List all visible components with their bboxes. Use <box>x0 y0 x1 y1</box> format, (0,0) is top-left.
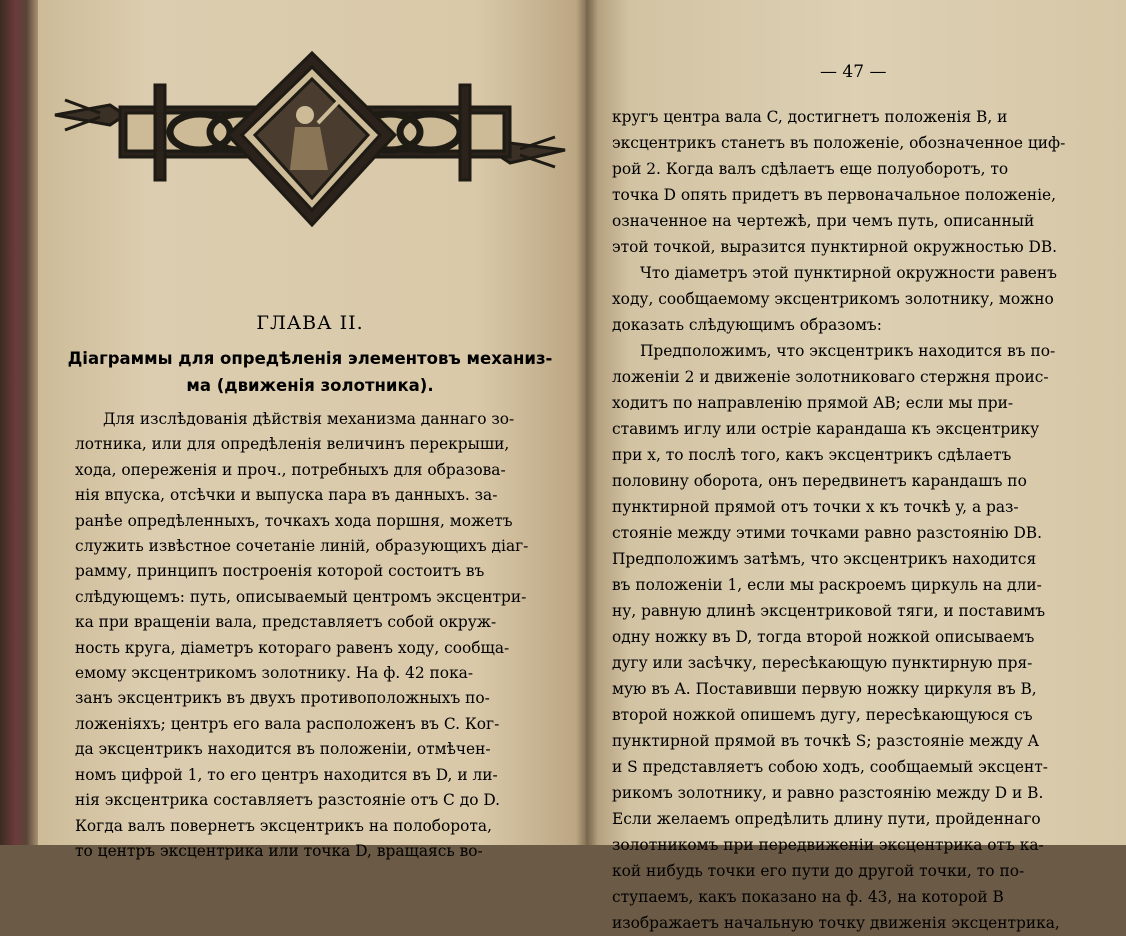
text-line: емому эксцентрикомъ золотнику. На ф. 42 пока- <box>75 664 474 683</box>
text-line: Предположимъ затѣмъ, что эксцентрикъ находится <box>612 550 1037 568</box>
text-line: ложеніяхъ; центръ его вала расположенъ въ C. Ког- <box>75 714 500 733</box>
headpiece-ornament-icon <box>50 45 570 235</box>
text-line: пунктирной прямой въ точкѣ S; разстояніе между A <box>612 732 1039 750</box>
text-line: половину оборота, онъ передвинетъ карандашъ по <box>612 472 1027 490</box>
text-line: означенное на чертежѣ, при чемъ путь, описанный <box>612 212 1035 230</box>
text-line: служить извѣстное сочетаніе линій, образующихъ діаг- <box>75 537 529 556</box>
text-line: ранѣе опредѣленныхъ, точкахъ хода поршня, можетъ <box>75 511 513 530</box>
text-line: изображаетъ начальную точку движенія эксцентрика, <box>612 914 1060 932</box>
text-line: нія впуска, отсѣчки и выпуска пара въ данныхъ. за- <box>75 486 498 505</box>
text-line: при x, то послѣ того, какъ эксцентрикъ сдѣлаетъ <box>612 446 1012 464</box>
text-line: доказать слѣдующимъ образомъ: <box>612 316 882 334</box>
text-line: ходу, сообщаемому эксцентрикомъ золотнику, можно <box>612 290 1054 308</box>
subtitle-line: ма (движенія золотника). <box>186 376 434 395</box>
right-page-text <box>612 104 1066 936</box>
text-line: нія эксцентрика составляетъ разстояніе отъ C до D. <box>75 791 501 810</box>
text-line: золотникомъ при передвиженіи эксцентрика отъ ка- <box>612 836 1044 854</box>
text-line: рой 2. Когда валъ сдѣлаетъ еще полуоборотъ, то <box>612 160 1009 178</box>
text-line: Если желаемъ опредѣлить длину пути, пройденнаго <box>612 810 1041 828</box>
chapter-title: ГЛАВА II. <box>256 312 364 334</box>
subtitle-line: Діаграммы для опредѣленія элементовъ механиз- <box>67 349 553 368</box>
text-line: ставимъ иглу или остріе карандаша къ эксцентрику <box>612 420 1040 438</box>
text-line: Что діаметръ этой пунктирной окружности равенъ <box>640 264 1057 282</box>
text-line: слѣдующемъ: путь, описываемый центромъ эксцентри- <box>75 587 527 606</box>
text-line: лотника, или для опредѣленія величинъ перекрыши, <box>75 435 510 454</box>
text-line: Предположимъ, что эксцентрикъ находится въ по- <box>640 342 1056 360</box>
text-line: дугу или засѣчку, пересѣкающую пунктирную пря- <box>612 654 1033 672</box>
text-line: пунктирной прямой отъ точки x къ точкѣ y, а раз- <box>612 498 1019 516</box>
text-line: въ положеніи 1, если мы раскроемъ циркуль на дли- <box>612 576 1042 594</box>
text-line: да эксцентрикъ находится въ положеніи, отмѣчен- <box>75 740 491 759</box>
text-line: ступаемъ, какъ показано на ф. 43, на которой B <box>612 888 1004 906</box>
text-line: ность круга, діаметръ котораго равенъ ходу, сообща- <box>75 638 510 657</box>
text-line: эксцентрикъ станетъ въ положеніе, обозначенное циф- <box>612 134 1066 152</box>
page-number: — 47 — <box>820 62 887 82</box>
text-line: точка D опять придетъ въ первоначальное положеніе, <box>612 186 1057 204</box>
text-line: кой нибудь точки его пути до другой точки, то по- <box>612 862 1025 880</box>
left-page-paragraph <box>75 407 575 864</box>
text-line: рамму, принципъ построенія которой состоитъ въ <box>75 562 485 581</box>
page-gutter <box>576 0 598 845</box>
text-line: номъ цифрой 1, то его центръ находится въ D, и ли- <box>75 765 498 784</box>
text-line: занъ эксцентрикъ въ двухъ противоположныхъ по- <box>75 689 490 708</box>
text-line: рикомъ золотнику, и равно разстоянію между D и B. <box>612 784 1044 802</box>
text-line: ка при вращеніи вала, представляетъ собой окруж- <box>75 613 497 632</box>
text-line: второй ножкой опишемъ дугу, пересѣкающуюся съ <box>612 706 1033 724</box>
text-line: Для изслѣдованія дѣйствія механизма даннаго зо- <box>103 410 515 428</box>
text-line: этой точкой, выразится пунктирной окружностью DB. <box>612 238 1058 256</box>
text-line: то центръ эксцентрика или точка D, вращаясь во- <box>75 841 483 860</box>
chapter-subtitle <box>60 345 560 399</box>
text-line: и S представляетъ собою ходъ, сообщаемый эксцент- <box>612 758 1048 776</box>
text-line: Когда валъ повернетъ эксцентрикъ на полоборота, <box>75 816 492 835</box>
text-line: одну ножку въ D, тогда второй ножкой описываемъ <box>612 628 1035 646</box>
text-line: ложеніи 2 и движеніе золотниковаго стержня проис- <box>612 368 1049 386</box>
text-line: кругъ центра вала C, достигнетъ положенія B, и <box>612 108 1008 126</box>
text-line: хода, опереженія и проч., потребныхъ для образова- <box>75 460 506 479</box>
text-line: ну, равную длинѣ эксцентриковой тяги, и поставимъ <box>612 602 1046 620</box>
text-line: стояніе между этими точками равно разстоянію DB. <box>612 524 1042 542</box>
text-line: мую въ A. Поставивши первую ножку циркуля въ B, <box>612 680 1037 698</box>
text-line: ходитъ по направленію прямой AB; если мы при- <box>612 394 1014 412</box>
book-spine-edge <box>0 0 38 845</box>
